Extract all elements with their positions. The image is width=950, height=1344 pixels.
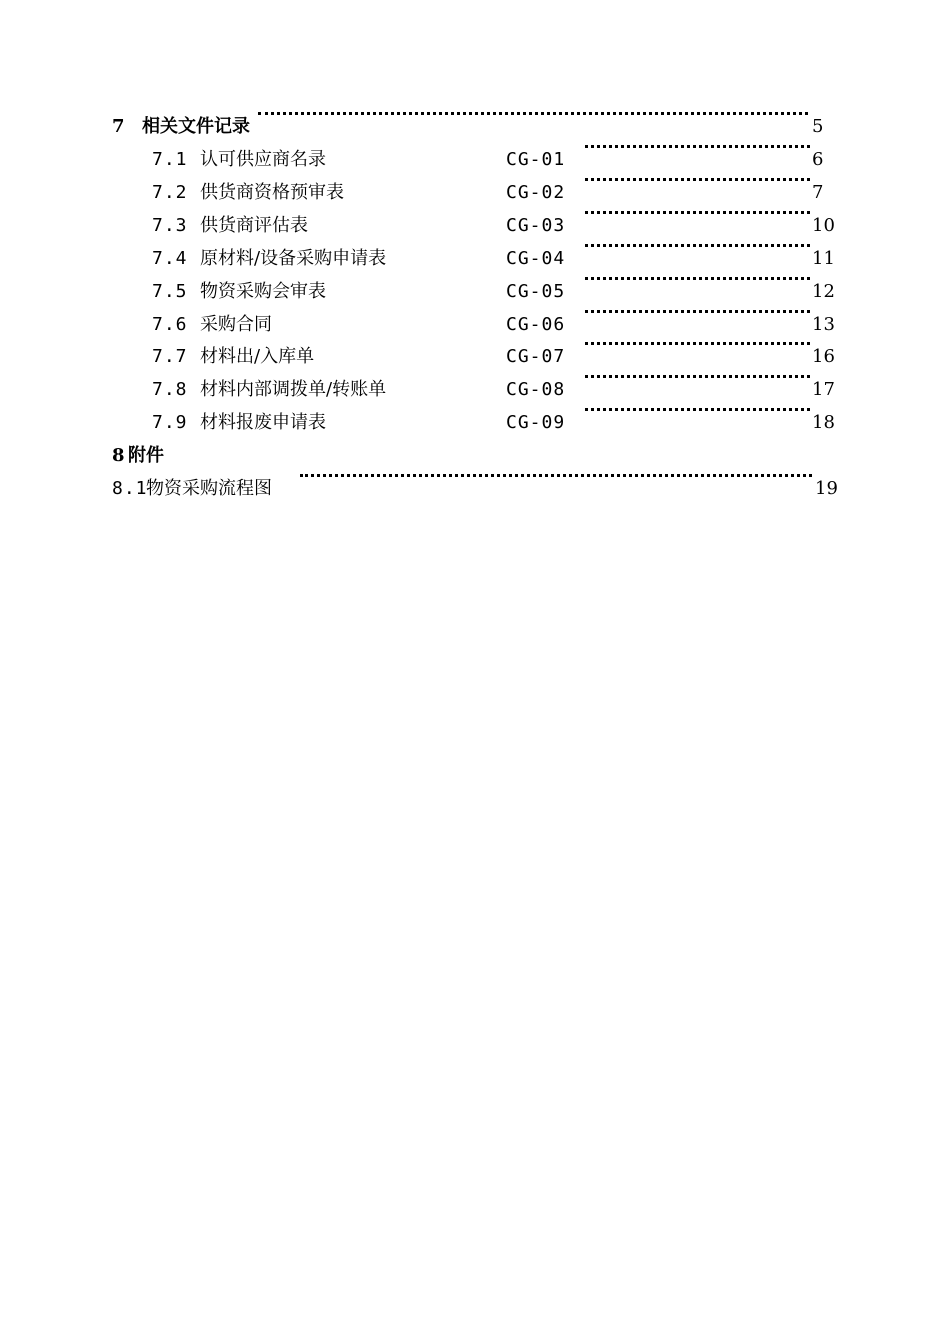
item-number: 7.9 xyxy=(152,412,188,433)
item-title: 材料出/入库单 xyxy=(200,346,315,367)
toc-item-7-6[interactable] xyxy=(0,310,950,340)
toc-item-7-3[interactable] xyxy=(0,211,950,241)
item-title: 材料内部调拨单/转账单 xyxy=(200,379,387,400)
toc-item-7-9[interactable] xyxy=(0,408,950,438)
item-code: CG-05 xyxy=(506,281,566,302)
page-number: 13 xyxy=(812,314,835,335)
leader-dots xyxy=(585,145,810,148)
toc-item-7-7[interactable] xyxy=(0,342,950,372)
item-title: 采购合同 xyxy=(200,314,272,335)
item-title: 认可供应商名录 xyxy=(200,149,326,170)
toc-section-7[interactable] xyxy=(0,112,950,142)
section-number: 7 xyxy=(112,116,125,137)
toc-item-7-8[interactable] xyxy=(0,375,950,405)
item-number: 7.4 xyxy=(152,248,188,269)
toc-item-7-2[interactable] xyxy=(0,178,950,208)
item-title: 物资采购会审表 xyxy=(200,281,326,302)
toc-section-8[interactable] xyxy=(0,441,950,471)
item-title: 材料报废申请表 xyxy=(200,412,326,433)
item-code: CG-01 xyxy=(506,149,566,170)
toc-item-7-4[interactable] xyxy=(0,244,950,274)
leader-dots xyxy=(585,277,810,280)
item-code: CG-02 xyxy=(506,182,566,203)
item-title: 物资采购流程图 xyxy=(146,478,272,499)
toc-item-7-1[interactable] xyxy=(0,145,950,175)
item-code: CG-08 xyxy=(506,379,566,400)
leader-dots xyxy=(585,244,810,247)
item-number: 7.7 xyxy=(152,346,188,367)
leader-dots xyxy=(585,310,810,313)
item-code: CG-04 xyxy=(506,248,566,269)
page-number: 12 xyxy=(812,281,835,302)
item-code: CG-03 xyxy=(506,215,566,236)
item-title: 供货商评估表 xyxy=(200,215,308,236)
page-number: 10 xyxy=(812,215,835,236)
page-number: 6 xyxy=(812,149,824,170)
item-number: 7.3 xyxy=(152,215,188,236)
leader-dots xyxy=(585,408,810,411)
item-code: CG-06 xyxy=(506,314,566,335)
toc-item-7-5[interactable] xyxy=(0,277,950,307)
page-number: 11 xyxy=(812,248,835,269)
page-number: 18 xyxy=(812,412,835,433)
section-title: 相关文件记录 xyxy=(142,116,250,137)
item-code: CG-09 xyxy=(506,412,566,433)
page-number: 16 xyxy=(812,346,835,367)
page-number: 7 xyxy=(812,182,824,203)
item-number: 7.8 xyxy=(152,379,188,400)
item-code: CG-07 xyxy=(506,346,566,367)
leader-dots xyxy=(258,112,808,115)
item-number: 7.1 xyxy=(152,149,188,170)
item-number: 7.5 xyxy=(152,281,188,302)
section-number: 8 xyxy=(112,445,125,466)
leader-dots xyxy=(585,178,810,181)
leader-dots xyxy=(585,342,810,345)
page-number: 5 xyxy=(812,116,824,137)
item-number: 8.1 xyxy=(112,478,148,499)
item-title: 供货商资格预审表 xyxy=(200,182,344,203)
leader-dots xyxy=(585,211,810,214)
section-title: 附件 xyxy=(128,445,164,466)
item-number: 7.2 xyxy=(152,182,188,203)
item-title: 原材料/设备采购申请表 xyxy=(200,248,387,269)
leader-dots xyxy=(300,474,812,477)
item-number: 7.6 xyxy=(152,314,188,335)
page-number: 19 xyxy=(815,478,838,499)
page-number: 17 xyxy=(812,379,835,400)
toc-item-8-1[interactable] xyxy=(0,474,950,504)
leader-dots xyxy=(585,375,810,378)
